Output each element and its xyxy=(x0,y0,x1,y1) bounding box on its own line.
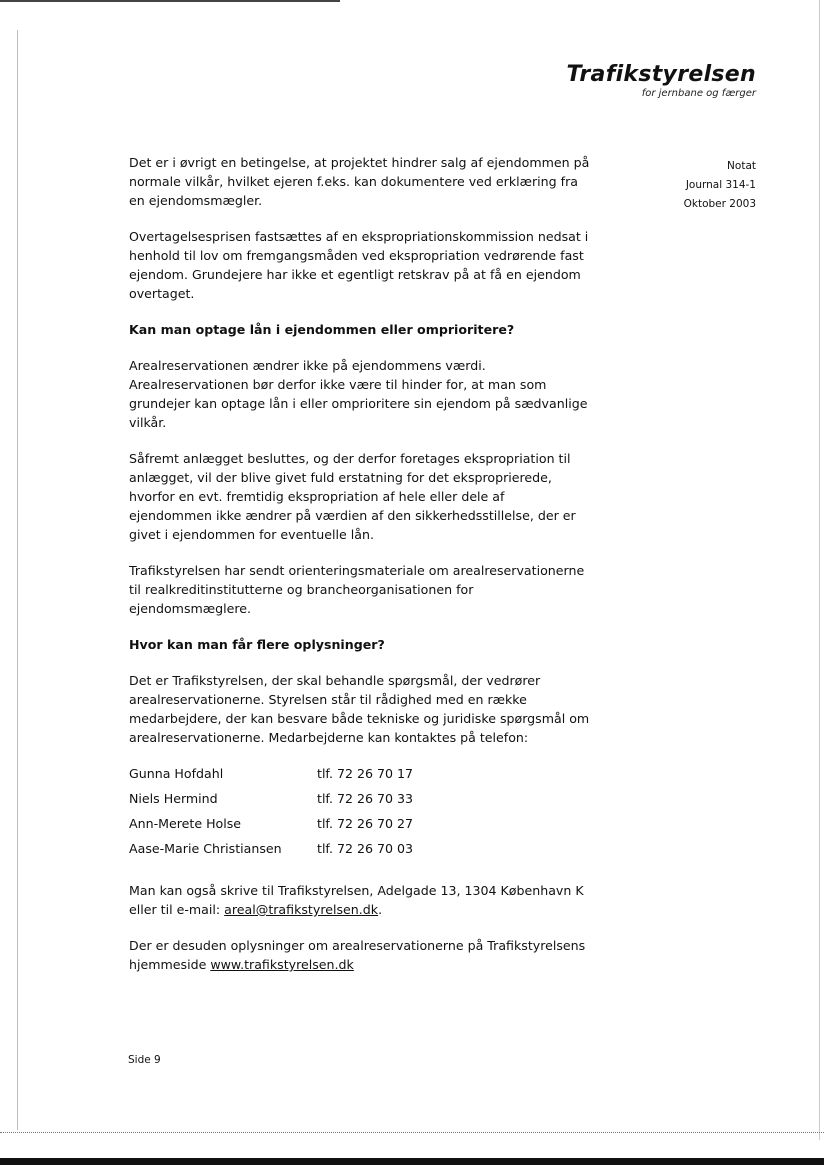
paragraph-website xyxy=(129,936,591,974)
scan-left-edge xyxy=(17,30,18,1130)
paragraph-contact-intro: Det er Trafikstyrelsen, der skal behandle spørgsmål, der vedrører arealreservationerne. Styrelsen står til rådighed med en række medarbejdere, der kan besvare både tekniske og juridiske spørgsmål om arealreservationerne. Medarbejderne kan kontaktes på telefon: xyxy=(129,673,590,745)
document-meta xyxy=(684,157,756,214)
contact-row xyxy=(129,839,413,864)
write-us-text: Man kan også skrive til Trafikstyrelsen, Adelgade 13, 1304 København K eller til e-mail: xyxy=(129,883,584,917)
doc-date: Oktober 2003 xyxy=(683,198,756,210)
paragraph-compensation: Såfremt anlægget besluttes, og der derfor foretages ekspropriation til anlægget, vil der blive givet fuld erstatning for det eksproprierede, hvorfor en evt. fremtidig ekspropriation af hele eller dele af ejendommen ikke ændrer på værdien af den sikkerhedsstillelse, der er givet i ejendommen for eventuelle lån. xyxy=(129,451,576,542)
page-number: Side 9 xyxy=(128,1054,161,1066)
contact-phone: tlf. 72 26 70 27 xyxy=(317,816,414,831)
org-tagline: for jernbane og færger xyxy=(641,88,756,99)
heading-more-info: Hvor kan man får flere oplysninger? xyxy=(129,637,385,652)
write-us-end: . xyxy=(378,902,383,917)
letterhead xyxy=(567,62,756,99)
contact-row xyxy=(129,814,413,839)
paragraph-orientation: Trafikstyrelsen har sendt orienteringsmateriale om arealreservationerne til realkreditinstitutterne og brancheorganisationen for ejendomsmæglere. xyxy=(129,563,585,616)
contact-row xyxy=(129,789,413,814)
contact-name: Niels Hermind xyxy=(129,791,218,806)
scan-right-edge xyxy=(819,0,820,1140)
paragraph-condition: Det er i øvrigt en betingelse, at projektet hindrer salg af ejendommen på normale vilkår, hvilket ejeren f.eks. kan dokumentere ved erklæring fra en ejendomsmægler. xyxy=(129,155,590,208)
website-link[interactable]: www.trafikstyrelsen.dk xyxy=(210,957,354,972)
paragraph-property-value: Arealreservationen ændrer ikke på ejendommens værdi. Arealreservationen bør derfor ikke være til hinder for, at man som grundejer kan optage lån i eller omprioritere sin ejendom på sædvanlige vilkår. xyxy=(129,358,588,430)
contact-phone: tlf. 72 26 70 03 xyxy=(317,841,414,856)
contact-phone: tlf. 72 26 70 33 xyxy=(317,791,414,806)
contact-name: Ann-Merete Holse xyxy=(129,816,242,831)
contact-name: Aase-Marie Christiansen xyxy=(129,841,282,856)
body-text xyxy=(129,153,591,991)
org-logo-text: Trafikstyrelsen xyxy=(566,62,756,87)
journal-number: Journal 314-1 xyxy=(685,179,756,191)
scan-bottom-rule xyxy=(0,1132,824,1133)
doc-type: Notat xyxy=(727,160,756,172)
contact-row xyxy=(129,764,413,789)
scan-top-rule xyxy=(0,0,340,2)
email-link[interactable]: areal@trafikstyrelsen.dk xyxy=(224,902,379,917)
heading-loans: Kan man optage lån i ejendommen eller omprioritere? xyxy=(129,322,515,337)
paragraph-write-us xyxy=(129,881,591,919)
scan-bottom-bar xyxy=(0,1158,824,1165)
paragraph-takeover-price: Overtagelsesprisen fastsættes af en ekspropriationskommission nedsat i henhold til lov om fremgangsmåden ved ekspropriation vedrørende fast ejendom. Grundejere har ikke et egentligt retskrav på at få en ejendom overtaget. xyxy=(129,229,589,301)
contact-phone: tlf. 72 26 70 17 xyxy=(317,766,414,781)
website-text: Der er desuden oplysninger om arealreservationerne på Trafikstyrelsens hjemmeside xyxy=(129,938,586,972)
contact-name: Gunna Hofdahl xyxy=(129,766,224,781)
contacts-table xyxy=(129,764,413,864)
